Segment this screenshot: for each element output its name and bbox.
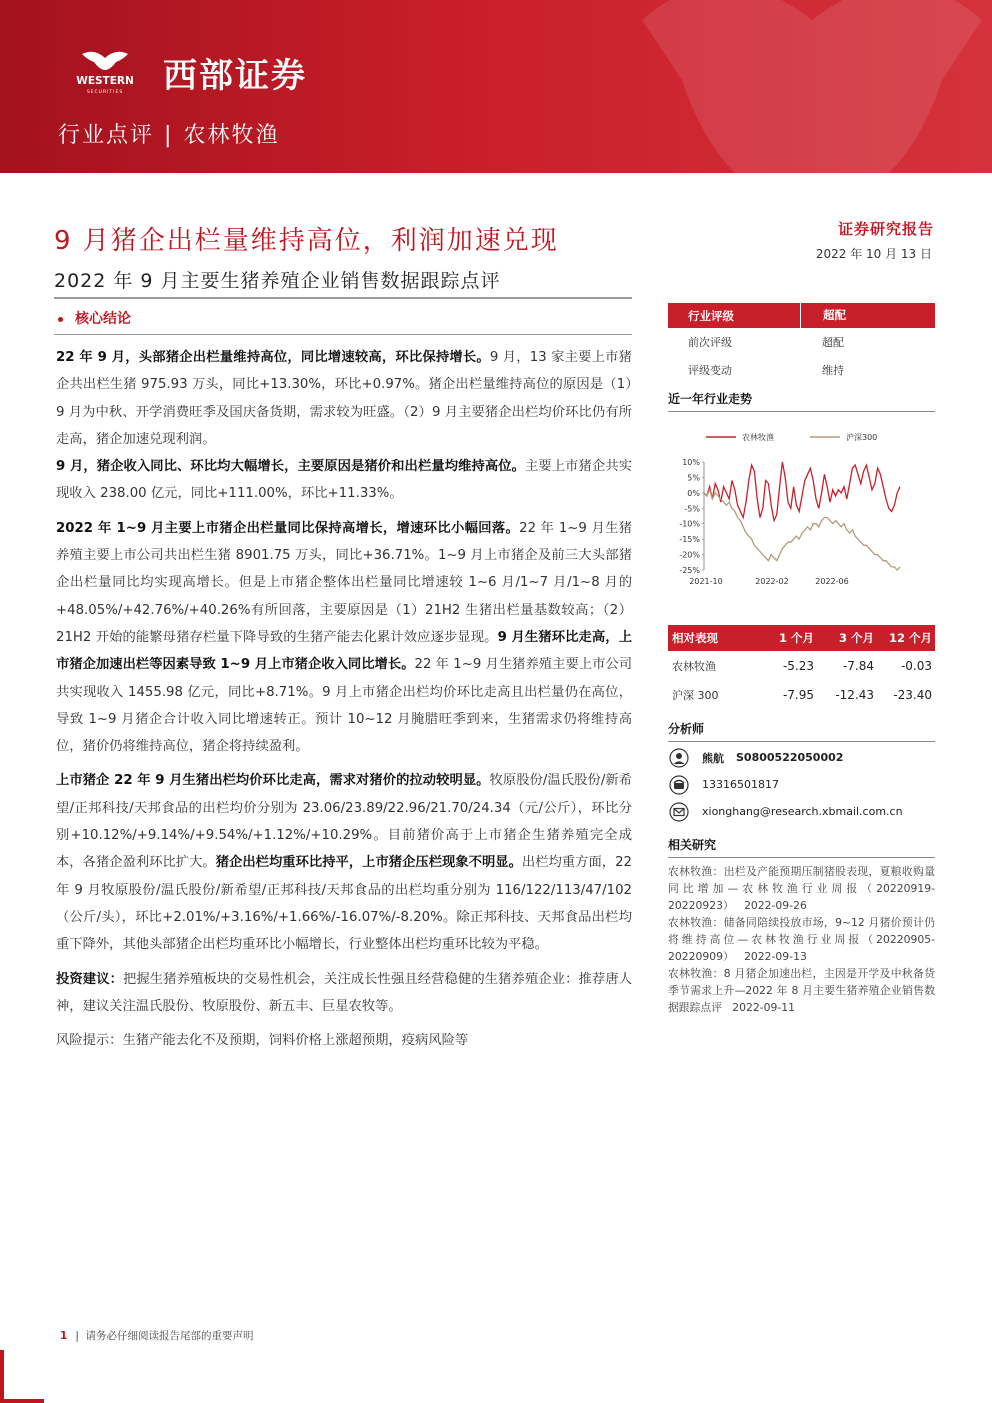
core-conclusion-heading — [58, 308, 131, 328]
section-divider — [54, 334, 632, 335]
related-date: 2022-09-13 — [744, 950, 807, 963]
y-tick-label: -10% — [679, 519, 700, 529]
related-divider — [668, 857, 935, 858]
p1-text: 9 月，13 家主要上市猪企共出栏生猪 975.93 万头，同比+13.30%，环比+0.97%。猪企出栏量维持高位的原因是（1）9 月为中秋、开学消费旺季及国庆备货期，需求较为旺盛。（2）9 月主要猪企出栏均价环比仍有所走高，猪企加速兑现利润。 — [56, 350, 632, 447]
p4-lead-2: 猪企出栏均重环比持平，上市猪企压栏现象不明显。 — [215, 855, 522, 871]
perf-name: 农林牧渔 — [672, 659, 716, 673]
legend-label-benchmark: 沪深300 — [846, 433, 878, 442]
rating-header — [668, 303, 935, 328]
section-heading-text: 核心结论 — [75, 311, 131, 327]
series-line — [704, 462, 900, 521]
y-tick-label: -5% — [684, 504, 700, 514]
p2-text: 主要上市猪企共实现收入 238.00 亿元，同比+111.00%，环比+11.33%。 — [56, 459, 632, 502]
perf-3m: -12.43 — [835, 687, 874, 702]
page-number: 1 — [60, 1330, 68, 1342]
category-sector: 农林牧渔 — [183, 123, 280, 148]
paragraph-investment-advice — [56, 966, 632, 1021]
paragraph-price-weight — [56, 767, 632, 958]
person-icon — [668, 747, 690, 769]
x-tick-label: 2021-10 — [689, 577, 723, 586]
y-tick-label: -15% — [679, 535, 700, 545]
perf-1m: -5.23 — [782, 658, 814, 673]
p1-lead: 22 年 9 月，头部猪企出栏量维持高位，同比增速较高，环比保持增长。 — [56, 350, 490, 365]
footer-separator: | — [75, 1330, 79, 1342]
analyst-cert: S0800522050002 — [736, 751, 844, 764]
bull-watermark-icon — [602, 0, 992, 173]
p4-lead: 上市猪企 22 年 9 月生猪出栏均价环比走高，需求对猪价的拉动较明显。 — [56, 773, 490, 789]
advice-lead: 投资建议： — [56, 971, 123, 987]
x-tick-label: 2022-02 — [755, 577, 789, 586]
title-divider — [54, 297, 632, 299]
p4-text-2: 出栏均重方面，22 年 9 月牧原股份/温氏股份/新希望/正邦科技/天邦食品的出栏均重分别为 116/122/113/47/102（公斤/头），环比+2.01%/+3.16%/+1.66%/-16.07%/-8.20%。除正邦科技、天邦食品出栏均重下降外，其他头部猪企出栏均重环比小幅增长，行业整体出栏均重环比较为平稳。 — [56, 855, 633, 953]
table-row — [668, 651, 935, 680]
perf-name: 沪深 300 — [672, 688, 719, 702]
report-category — [58, 118, 279, 149]
list-item[interactable] — [668, 914, 935, 965]
paragraph-september-output — [56, 344, 632, 508]
page-footer — [60, 1328, 254, 1343]
risk-warning: 风险提示：生猪产能去化不及预期，饲料价格上涨超预期，疫病风险等 — [56, 1033, 469, 1049]
western-logo-icon — [60, 48, 150, 96]
p3-lead-2: 9 月生猪环比走高，上市猪企加速出栏等因素导致 1~9 月上市猪企收入同比增长。 — [56, 629, 632, 673]
related-text: 农林牧渔：出栏及产能预期压制猪股表现，夏粮收购量同比增加—农林牧渔行业周报（20220919-20220923） — [668, 865, 935, 912]
series-line — [704, 490, 900, 570]
related-research — [668, 836, 935, 1016]
rating-table — [668, 303, 935, 384]
brand-name: 西部证券 — [163, 56, 307, 96]
perf-col-12m: 12 个月 — [888, 631, 932, 645]
report-date: 2022 年 10 月 13 日 — [815, 247, 932, 261]
corner-mark-horizontal — [0, 1399, 44, 1403]
rating-row-value: 维持 — [822, 364, 844, 377]
footer-disclaimer: 请务必仔细阅读报告尾部的重要声明 — [85, 1330, 254, 1342]
p3-text: 22 年 1~9 月生猪养殖主要上市公司共出栏生猪 8901.75 万头，同比+36.71%。1~9 月上市猪企及前三大头部猪企出栏量同比均实现高增长。但是上市猪企整体出栏量同比增速较 1~6 月/1~7 月/1~8 月的+48.05%/+42.76%/+40.26%有所回落，主要原因是（1）21H2 生猪出栏量基数较高；（2）21H2 开始的能繁母猪存栏量下降导致的生猪产能去化累计效应逐步显现。 — [56, 520, 632, 645]
report-type: 证券研究报告 — [837, 220, 934, 238]
analyst-title: 分析师 — [668, 722, 705, 736]
analyst-email[interactable]: xionghang@research.xbmail.com.cn — [702, 805, 903, 818]
trend-divider — [668, 411, 935, 412]
analyst-section — [668, 720, 935, 825]
related-date: 2022-09-26 — [744, 899, 807, 912]
perf-12m: -0.03 — [900, 658, 932, 673]
paragraph-ytd-output — [56, 515, 632, 761]
rating-value: 超配 — [800, 303, 846, 328]
y-tick-label: 10% — [682, 458, 700, 467]
perf-3m: -7.84 — [842, 658, 874, 673]
trend-section — [668, 390, 935, 412]
performance-header — [668, 625, 935, 651]
perf-12m: -23.40 — [893, 687, 932, 702]
analyst-phone-row — [668, 771, 935, 798]
y-tick-label: -25% — [679, 566, 700, 575]
p3-lead: 2022 年 1~9 月主要上市猪企出栏量同比保持高增长，增速环比小幅回落。 — [56, 520, 520, 536]
perf-col-name: 相对表现 — [672, 631, 718, 645]
rating-row — [668, 356, 935, 384]
trend-title: 近一年行业走势 — [668, 392, 753, 406]
bullet-icon — [58, 317, 63, 322]
email-icon — [668, 801, 690, 823]
table-row — [668, 680, 935, 709]
p4-text: 牧原股份/温氏股份/新希望/正邦科技/天邦食品的出栏均价分别为 23.06/23.89/22.96/21.70/24.34（元/公斤），环比分别+10.12%/+9.14%/+9.54%/+1.12%/+10.29%。目前猪价高于上市猪企生猪养殖完全成本，各猪企盈利环比扩大。 — [56, 773, 632, 871]
y-tick-label: 0% — [687, 488, 700, 498]
rating-row — [668, 328, 935, 356]
legend-label-sector: 农林牧渔 — [742, 433, 774, 442]
p2-lead: 9 月，猪企收入同比、环比均大幅增长，主要原因是猪价和出栏量均维持高位。 — [56, 459, 526, 475]
y-tick-label: 5% — [687, 473, 700, 483]
corner-mark-vertical — [0, 1350, 4, 1403]
perf-col-1m: 1 个月 — [778, 631, 814, 645]
advice-text: 把握生猪养殖板块的交易性机会，关注成长性强且经营稳健的生猪养殖企业：推荐唐人神，建议关注温氏股份、牧原股份、新五丰、巨星农牧等。 — [56, 971, 633, 1014]
category-separator: | — [164, 123, 174, 148]
related-title: 相关研究 — [668, 838, 717, 852]
phone-icon — [668, 774, 690, 796]
analyst-name: 熊航 — [702, 751, 724, 765]
trend-chart — [668, 418, 935, 593]
logo-text: WESTERN — [76, 75, 134, 87]
analyst-name-row — [668, 744, 935, 771]
list-item[interactable] — [668, 863, 935, 914]
report-subtitle: 2022 年 9 月主要生猪养殖企业销售数据跟踪点评 — [54, 270, 501, 292]
report-body — [56, 344, 632, 1061]
y-tick-label: -20% — [679, 550, 700, 560]
x-tick-label: 2022-06 — [815, 577, 849, 586]
report-header — [0, 0, 992, 173]
logo-subtext: SECURITIES — [86, 90, 124, 95]
rating-row-label: 前次评级 — [688, 336, 732, 349]
related-text: 农林牧渔：储备同陪续投放市场，9~12 月猪价预计仍将维持高位—农林牧渔行业周报（20220905-20220909） — [668, 916, 935, 963]
rating-row-value: 超配 — [822, 336, 844, 349]
p3-text-2: 22 年 1~9 月生猪养殖主要上市公司共实现收入 1455.98 亿元，同比+8.71%。9 月上市猪企出栏均价环比走高且出栏量仍在高位，导致 1~9 月猪企合计收入同比增速转正。预计 10~12 月腌腊旺季到来，生猪需求仍将维持高位，猪价仍将维持高位，猪企将持续盈利。 — [56, 657, 632, 755]
chart-lines — [704, 462, 900, 570]
analyst-divider — [668, 741, 935, 742]
category-industry-review: 行业点评 — [58, 123, 155, 148]
list-item[interactable] — [668, 965, 935, 1016]
performance-table — [668, 625, 935, 709]
related-text: 农林牧渔：8 月猪企加速出栏，主因是开学及中秋备货季节需求上升—2022 年 8 月主要生猪养殖企业销售数据跟踪点评 — [668, 967, 935, 1014]
analyst-phone: 13316501817 — [702, 778, 779, 791]
rating-row-label: 评级变动 — [688, 364, 732, 377]
perf-1m: -7.95 — [782, 687, 814, 702]
related-date: 2022-09-11 — [732, 1001, 796, 1014]
perf-col-3m: 3 个月 — [838, 631, 874, 645]
rating-label: 行业评级 — [688, 308, 734, 323]
analyst-email-row — [668, 798, 935, 825]
report-title: 9 月猪企出栏量维持高位，利润加速兑现 — [54, 226, 559, 256]
